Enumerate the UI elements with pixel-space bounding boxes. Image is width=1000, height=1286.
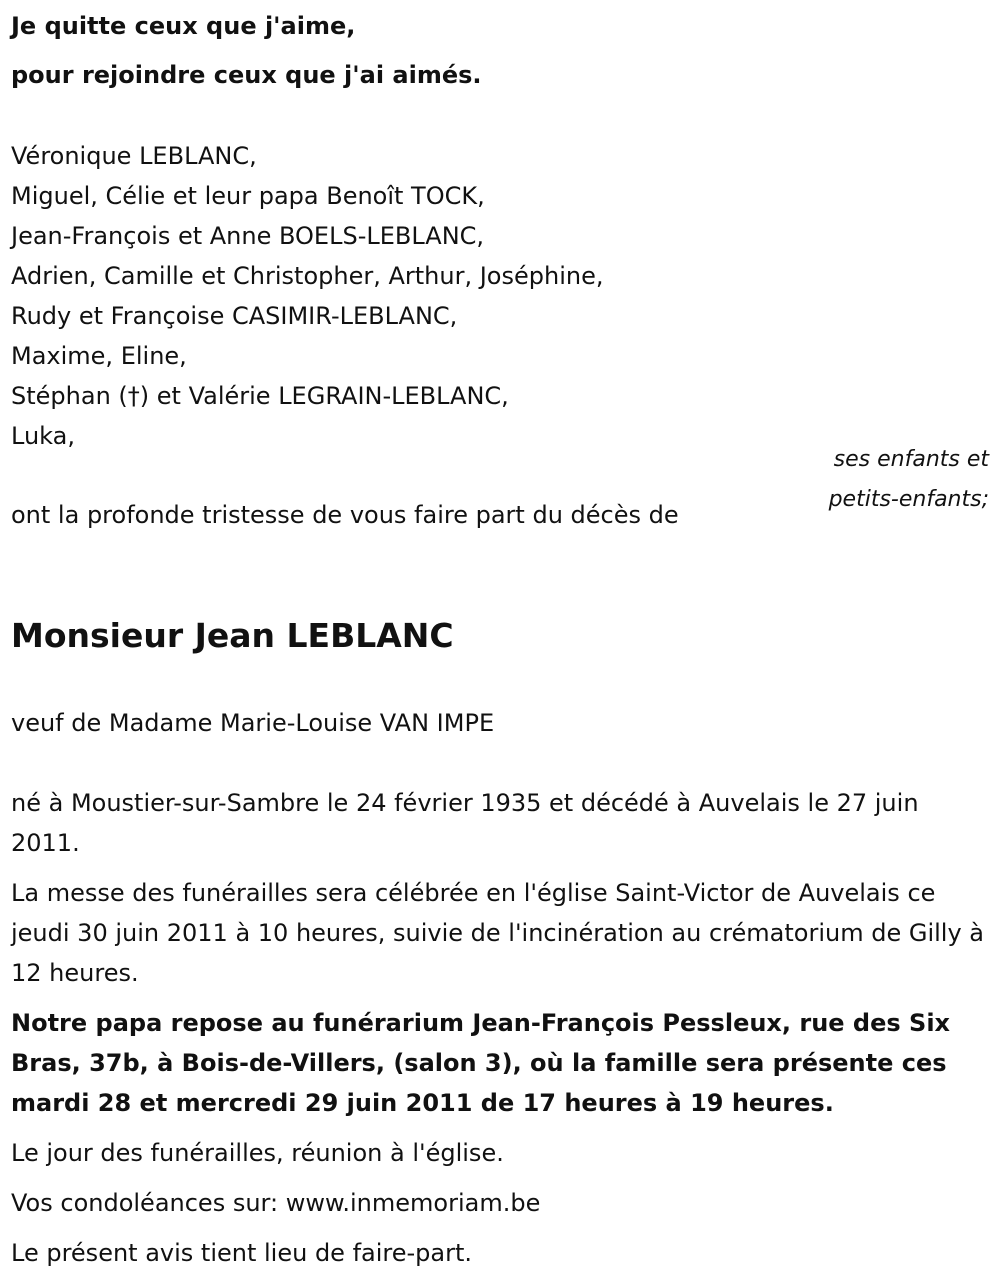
widow-of: veuf de Madame Marie-Louise VAN IMPE [11, 709, 495, 737]
notice-body [11, 783, 991, 1283]
announcement: ont la profonde tristesse de vous faire part du décès de [11, 501, 679, 529]
meeting-paragraph: Le jour des funérailles, réunion à l'église. [11, 1139, 504, 1167]
epigraph-line-1: Je quitte ceux que j'aime, [11, 12, 356, 40]
family-member: Luka, [11, 422, 75, 450]
funeral-paragraph: La messe des funérailles sera célébrée en l'église Saint-Victor de Auvelais ce jeudi 30 juin 2011 à 10 heures, suivie de l'incinération au crématorium de Gilly à 12 heures. [11, 879, 984, 987]
notice-paragraph: Le présent avis tient lieu de faire-part. [11, 1239, 473, 1267]
epigraph-line-2: pour rejoindre ceux que j'ai aimés. [11, 61, 482, 89]
family-member: Rudy et Françoise CASIMIR-LEBLANC, [11, 302, 458, 330]
visitation-paragraph: Notre papa repose au funérarium Jean-François Pessleux, rue des Six Bras, 37b, à Bois-de-Villers, (salon 3), où la famille sera présente ces mardi 28 et mercredi 29 juin 2011 de 17 heures à 19 heures. [11, 1009, 951, 1117]
family-member: Véronique LEBLANC, [11, 142, 257, 170]
family-member: Maxime, Eline, [11, 342, 187, 370]
deceased-name: Monsieur Jean LEBLANC [11, 616, 454, 655]
relation-line-2: petits-enfants; [828, 487, 989, 512]
condolences-paragraph: Vos condoléances sur: www.inmemoriam.be [11, 1189, 541, 1217]
family-member: Adrien, Camille et Christopher, Arthur, Joséphine, [11, 262, 604, 290]
family-member: Stéphan (†) et Valérie LEGRAIN-LEBLANC, [11, 382, 509, 410]
family-relation [689, 440, 989, 520]
family-member: Miguel, Célie et leur papa Benoît TOCK, [11, 182, 485, 210]
family-list [11, 136, 603, 456]
family-member: Jean-François et Anne BOELS-LEBLANC, [11, 222, 485, 250]
relation-line-1: ses enfants et [833, 447, 989, 472]
birth-death-paragraph: né à Moustier-sur-Sambre le 24 février 1935 et décédé à Auvelais le 27 juin 2011. [11, 789, 919, 857]
